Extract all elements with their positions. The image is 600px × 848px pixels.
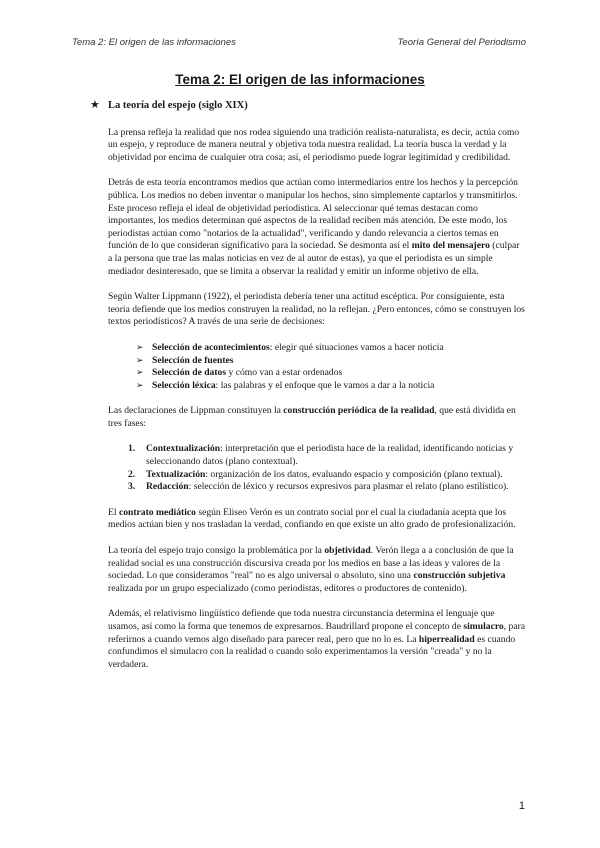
paragraph-7: Además, el relativismo lingüístico defiende que toda nuestra circunstancia determina el lenguaje que usamos, así como la forma que tenemos de expresarnos. Baudrillard propone el concepto de simulacro, para referirnos a cuando vemos algo diseñado para parecer real, pero que no lo es. La hiperrealidad es cuando confundimos el simulacro con la realidad o cuando solo experimentamos la versión "creada" y no la verdadera. bbox=[108, 608, 526, 670]
arrow-bullet-icon: ➢ bbox=[136, 355, 144, 366]
arrow-bullet-icon: ➢ bbox=[136, 342, 144, 353]
list-item: 1. Contextualización: interpretación que el periodista hace de la realidad, identificando noticias y seleccionando datos (plano contextual). bbox=[128, 443, 514, 468]
paragraph-5: El contrato mediático según Eliseo Verón es un contrato social por el cual la ciudadanía acepta que los medios actúan bien y nos trasladan la verdad, confiando en que existe un alto grado de profesionalización. bbox=[108, 506, 516, 531]
page-number: 1 bbox=[518, 800, 525, 812]
arrow-bullet-icon: ➢ bbox=[136, 368, 144, 379]
paragraph-3: Según Walter Lippmann (1922), el periodista debería tener una actitud escéptica. Por consiguiente, esta teoría defiende que los medios construyen la realidad, no la reflejan. ¿Pero entonces, cómo se construyen los textos periodísticos? A través de una serie de decisiones: bbox=[108, 291, 525, 328]
paragraph-4: Las declaraciones de Lippman constituyen la construcción periódica de la realidad, que está dividida en tres fases: bbox=[108, 405, 516, 429]
term-mito-mensajero: mito del mensajero bbox=[411, 240, 490, 252]
header-left: Tema 2: El origen de las informaciones bbox=[72, 37, 236, 48]
list-item: 3. Redacción: selección de léxico y recursos expresivos para plasmar el relato (plano estilístico). bbox=[128, 481, 509, 493]
page-title: Tema 2: El origen de las informaciones bbox=[175, 72, 425, 87]
phases-list bbox=[108, 443, 526, 493]
document-body bbox=[90, 98, 526, 684]
paragraph-2: Detrás de esta teoría encontramos medios que actúan como intermediarios entre los hechos y la percepción pública. Los medios no deben inventar o manipular los hechos, sino simplemente captarlos y transmitirlos. Este proceso refleja el ideal de objetividad periodística. Al seleccionar qué temas destacan como importantes, los medios determinan qué aspectos de la realidad reciben más atención. De este modo, los periodistas actúan como "notarios de la actualidad", verificando y dando relevancia a ciertos temas en función de lo que consideran significativo para la sociedad. Se desmonta así el mito del mensajero (culpar a la persona que trae las malas noticias en vez de al autor de estas), ya que el periodista es un simple mediador desinteresado, que se limita a observar la realidad y emitir un informe objetivo de ella. bbox=[108, 177, 520, 277]
page-header bbox=[0, 37, 600, 51]
header-right: Teoría General del Periodismo bbox=[397, 37, 526, 48]
decisions-list bbox=[108, 342, 526, 392]
paragraph-1: La prensa refleja la realidad que nos rodea siguiendo una tradición realista-naturalista, es decir, actúa como un espejo, y reproduce de manera neutral y objetiva toda nuestra realidad. La teoría busca la verdad y la objetividad por encima de cualquier otra cosa; así, el periodismo puede lograr legitimidad y credibilidad. bbox=[108, 126, 520, 163]
section-heading-text: La teoría del espejo (siglo XIX) bbox=[108, 100, 248, 111]
list-item: ➢ Selección léxica: las palabras y el enfoque que le vamos a dar a la noticia bbox=[136, 379, 435, 391]
list-item: ➢ Selección de acontecimientos: elegir qué situaciones vamos a hacer noticia bbox=[136, 341, 444, 353]
paragraph-6: La teoría del espejo trajo consigo la problemática por la objetividad. Verón llega a a conclusión de que la realidad social es una construcción discursiva creada por los medios en base a las ideas y valores de la sociedad. Lo que consideramos "real" no es algo universal o absoluto, sino una construcción subjetiva realizada por un grupo especializado (como periodistas, editores o productores de contenido). bbox=[108, 545, 514, 594]
list-item: ➢ Selección de fuentes bbox=[136, 354, 234, 366]
list-item: ➢ Selección de datos y cómo van a estar ordenados bbox=[136, 367, 343, 379]
list-item: 2. Textualización: organización de los datos, evaluando espacio y composición (plano textual). bbox=[128, 468, 503, 480]
star-bullet-icon: ★ bbox=[90, 98, 100, 111]
arrow-bullet-icon: ➢ bbox=[136, 380, 144, 391]
section-heading bbox=[90, 100, 526, 113]
